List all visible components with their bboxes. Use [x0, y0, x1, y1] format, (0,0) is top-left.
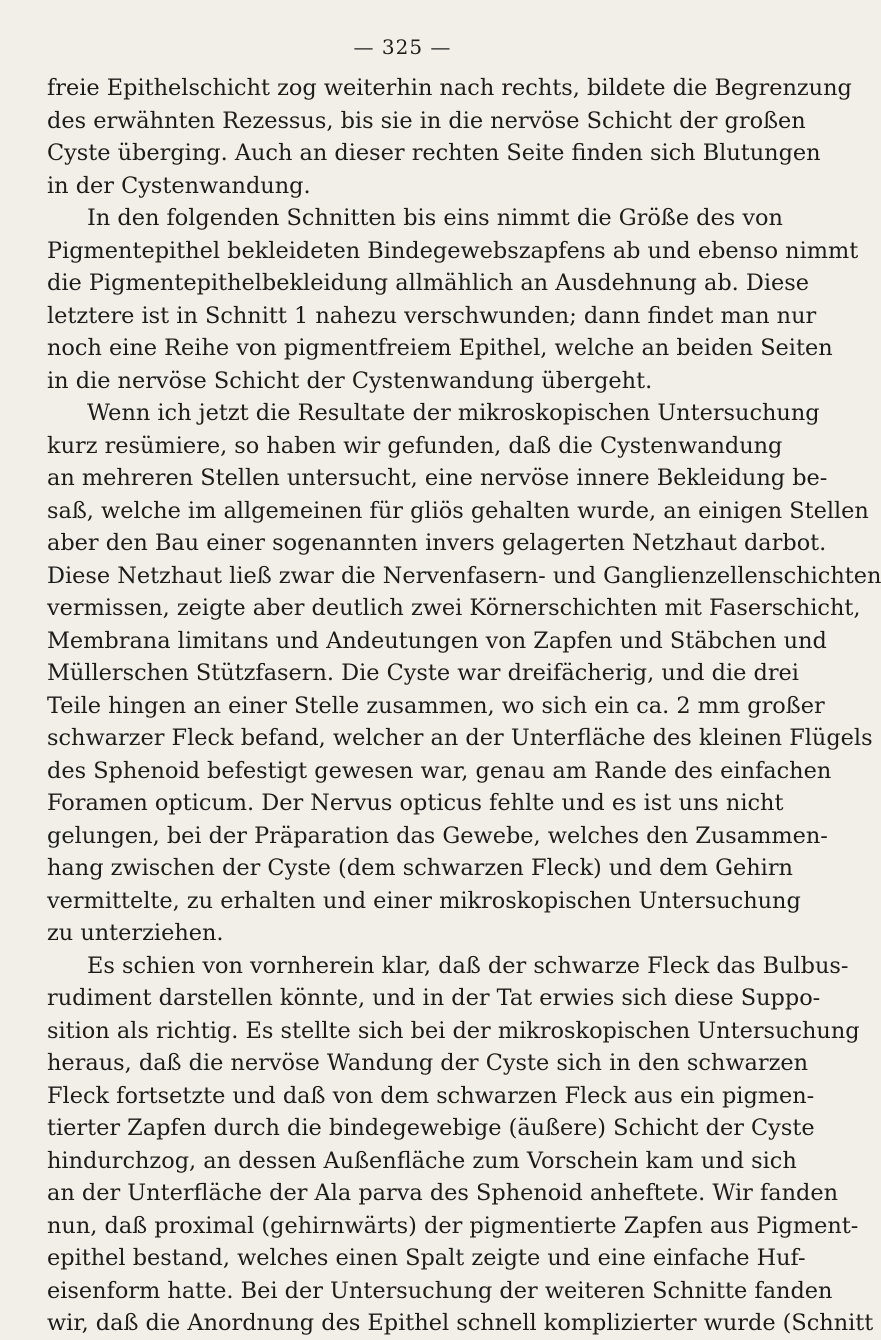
- text-line: an mehreren Stellen untersucht, eine nervöse innere Bekleidung be-: [47, 465, 828, 491]
- text-line: des Sphenoid befestigt gewesen war, genau am Rande des einfachen: [47, 757, 832, 784]
- paragraph: [47, 202, 859, 397]
- text-line: aber den Bau einer sogenannten invers gelagerten Netzhaut darbot.: [47, 530, 827, 556]
- text-line: In den folgenden Schnitten bis eins nimmt die Größe des von: [87, 205, 783, 231]
- text-line: freie Epithelschicht zog weiterhin nach rechts, bildete die Begrenzung: [47, 75, 852, 101]
- text-line: vermittelte, zu erhalten und einer mikroskopischen Untersuchung: [47, 887, 801, 914]
- text-line: epithel bestand, welches einen Spalt zeigte und eine einfache Huf-: [47, 1245, 806, 1271]
- text-line: letztere ist in Schnitt 1 nahezu verschwunden; dann findet man nur: [47, 302, 817, 329]
- text-line: hang zwischen der Cyste (dem schwarzen Fleck) und dem Gehirn: [47, 855, 793, 881]
- text-line: die Pigmentepithelbekleidung allmählich an Ausdehnung ab. Diese: [47, 270, 810, 296]
- text-line: gelungen, bei der Präparation das Gewebe, welches den Zusammen-: [47, 822, 828, 849]
- text-line: heraus, daß die nervöse Wandung der Cyste sich in den schwarzen: [47, 1050, 809, 1076]
- text-line: kurz resümiere, so haben wir gefunden, daß die Cystenwandung: [47, 432, 783, 459]
- text-line: schwarzer Fleck befand, welcher an der Unterfläche des kleinen Flügels: [47, 725, 873, 751]
- text-line: Membrana limitans und Andeutungen von Zapfen und Stäbchen und: [47, 627, 827, 654]
- text-line: noch eine Reihe von pigmentfreiem Epithel, welche an beiden Seiten: [47, 335, 833, 361]
- text-line: Wenn ich jetzt die Resultate der mikroskopischen Untersuchung: [87, 400, 820, 426]
- text-line: des erwähnten Rezessus, bis sie in die nervöse Schicht der großen: [47, 107, 806, 134]
- text-line: Fleck fortsetzte und daß von dem schwarzen Fleck aus ein pigmen-: [47, 1082, 815, 1109]
- text-line: an der Unterfläche der Ala parva des Sphenoid anheftete. Wir fanden: [47, 1180, 839, 1206]
- text-line: nun, daß proximal (gehirnwärts) der pigmentierte Zapfen aus Pigment-: [47, 1212, 859, 1239]
- paragraph: [47, 950, 874, 1340]
- body-text: [47, 72, 881, 1340]
- text-line: rudiment darstellen könnte, und in der Tat erwies sich diese Suppo-: [47, 985, 821, 1011]
- text-line: Cyste überging. Auch an dieser rechten Seite finden sich Blutungen: [47, 140, 821, 166]
- text-line: vermissen, zeigte aber deutlich zwei Körnerschichten mit Faserschicht,: [47, 595, 861, 621]
- text-line: eisenform hatte. Bei der Untersuchung der weiteren Schnitte fanden: [47, 1277, 833, 1304]
- text-line: Teile hingen an einer Stelle zusammen, wo sich ein ca. 2 mm großer: [47, 692, 825, 719]
- text-line: Foramen opticum. Der Nervus opticus fehlte und es ist uns nicht: [47, 790, 784, 816]
- paragraph: [47, 72, 852, 202]
- text-line: tierter Zapfen durch die bindegewebige (äußere) Schicht der Cyste: [47, 1115, 815, 1141]
- text-line: wir, daß die Anordnung des Epithel schnell komplizierter wurde (Schnitt: [47, 1310, 874, 1336]
- text-line: zu unterziehen.: [47, 920, 224, 946]
- page-number: — 325 —: [353, 35, 452, 59]
- text-line: Diese Netzhaut ließ zwar die Nervenfasern- und Ganglienzellenschichten: [47, 562, 881, 589]
- text-line: Es schien von vornherein klar, daß der schwarze Fleck das Bulbus-: [87, 952, 849, 979]
- text-line: Müllerschen Stützfasern. Die Cyste war dreifächerig, und die drei: [47, 660, 799, 686]
- text-line: sition als richtig. Es stellte sich bei der mikroskopischen Untersuchung: [47, 1017, 860, 1044]
- text-line: saß, welche im allgemeinen für gliös gehalten wurde, an einigen Stellen: [47, 497, 869, 524]
- text-line: in die nervöse Schicht der Cystenwandung übergeht.: [47, 367, 653, 394]
- paragraph: [47, 397, 881, 950]
- text-line: Pigmentepithel bekleideten Bindegewebszapfens ab und ebenso nimmt: [47, 237, 859, 264]
- text-line: hindurchzog, an dessen Außenfläche zum Vorschein kam und sich: [47, 1147, 797, 1174]
- text-line: in der Cystenwandung.: [47, 172, 311, 199]
